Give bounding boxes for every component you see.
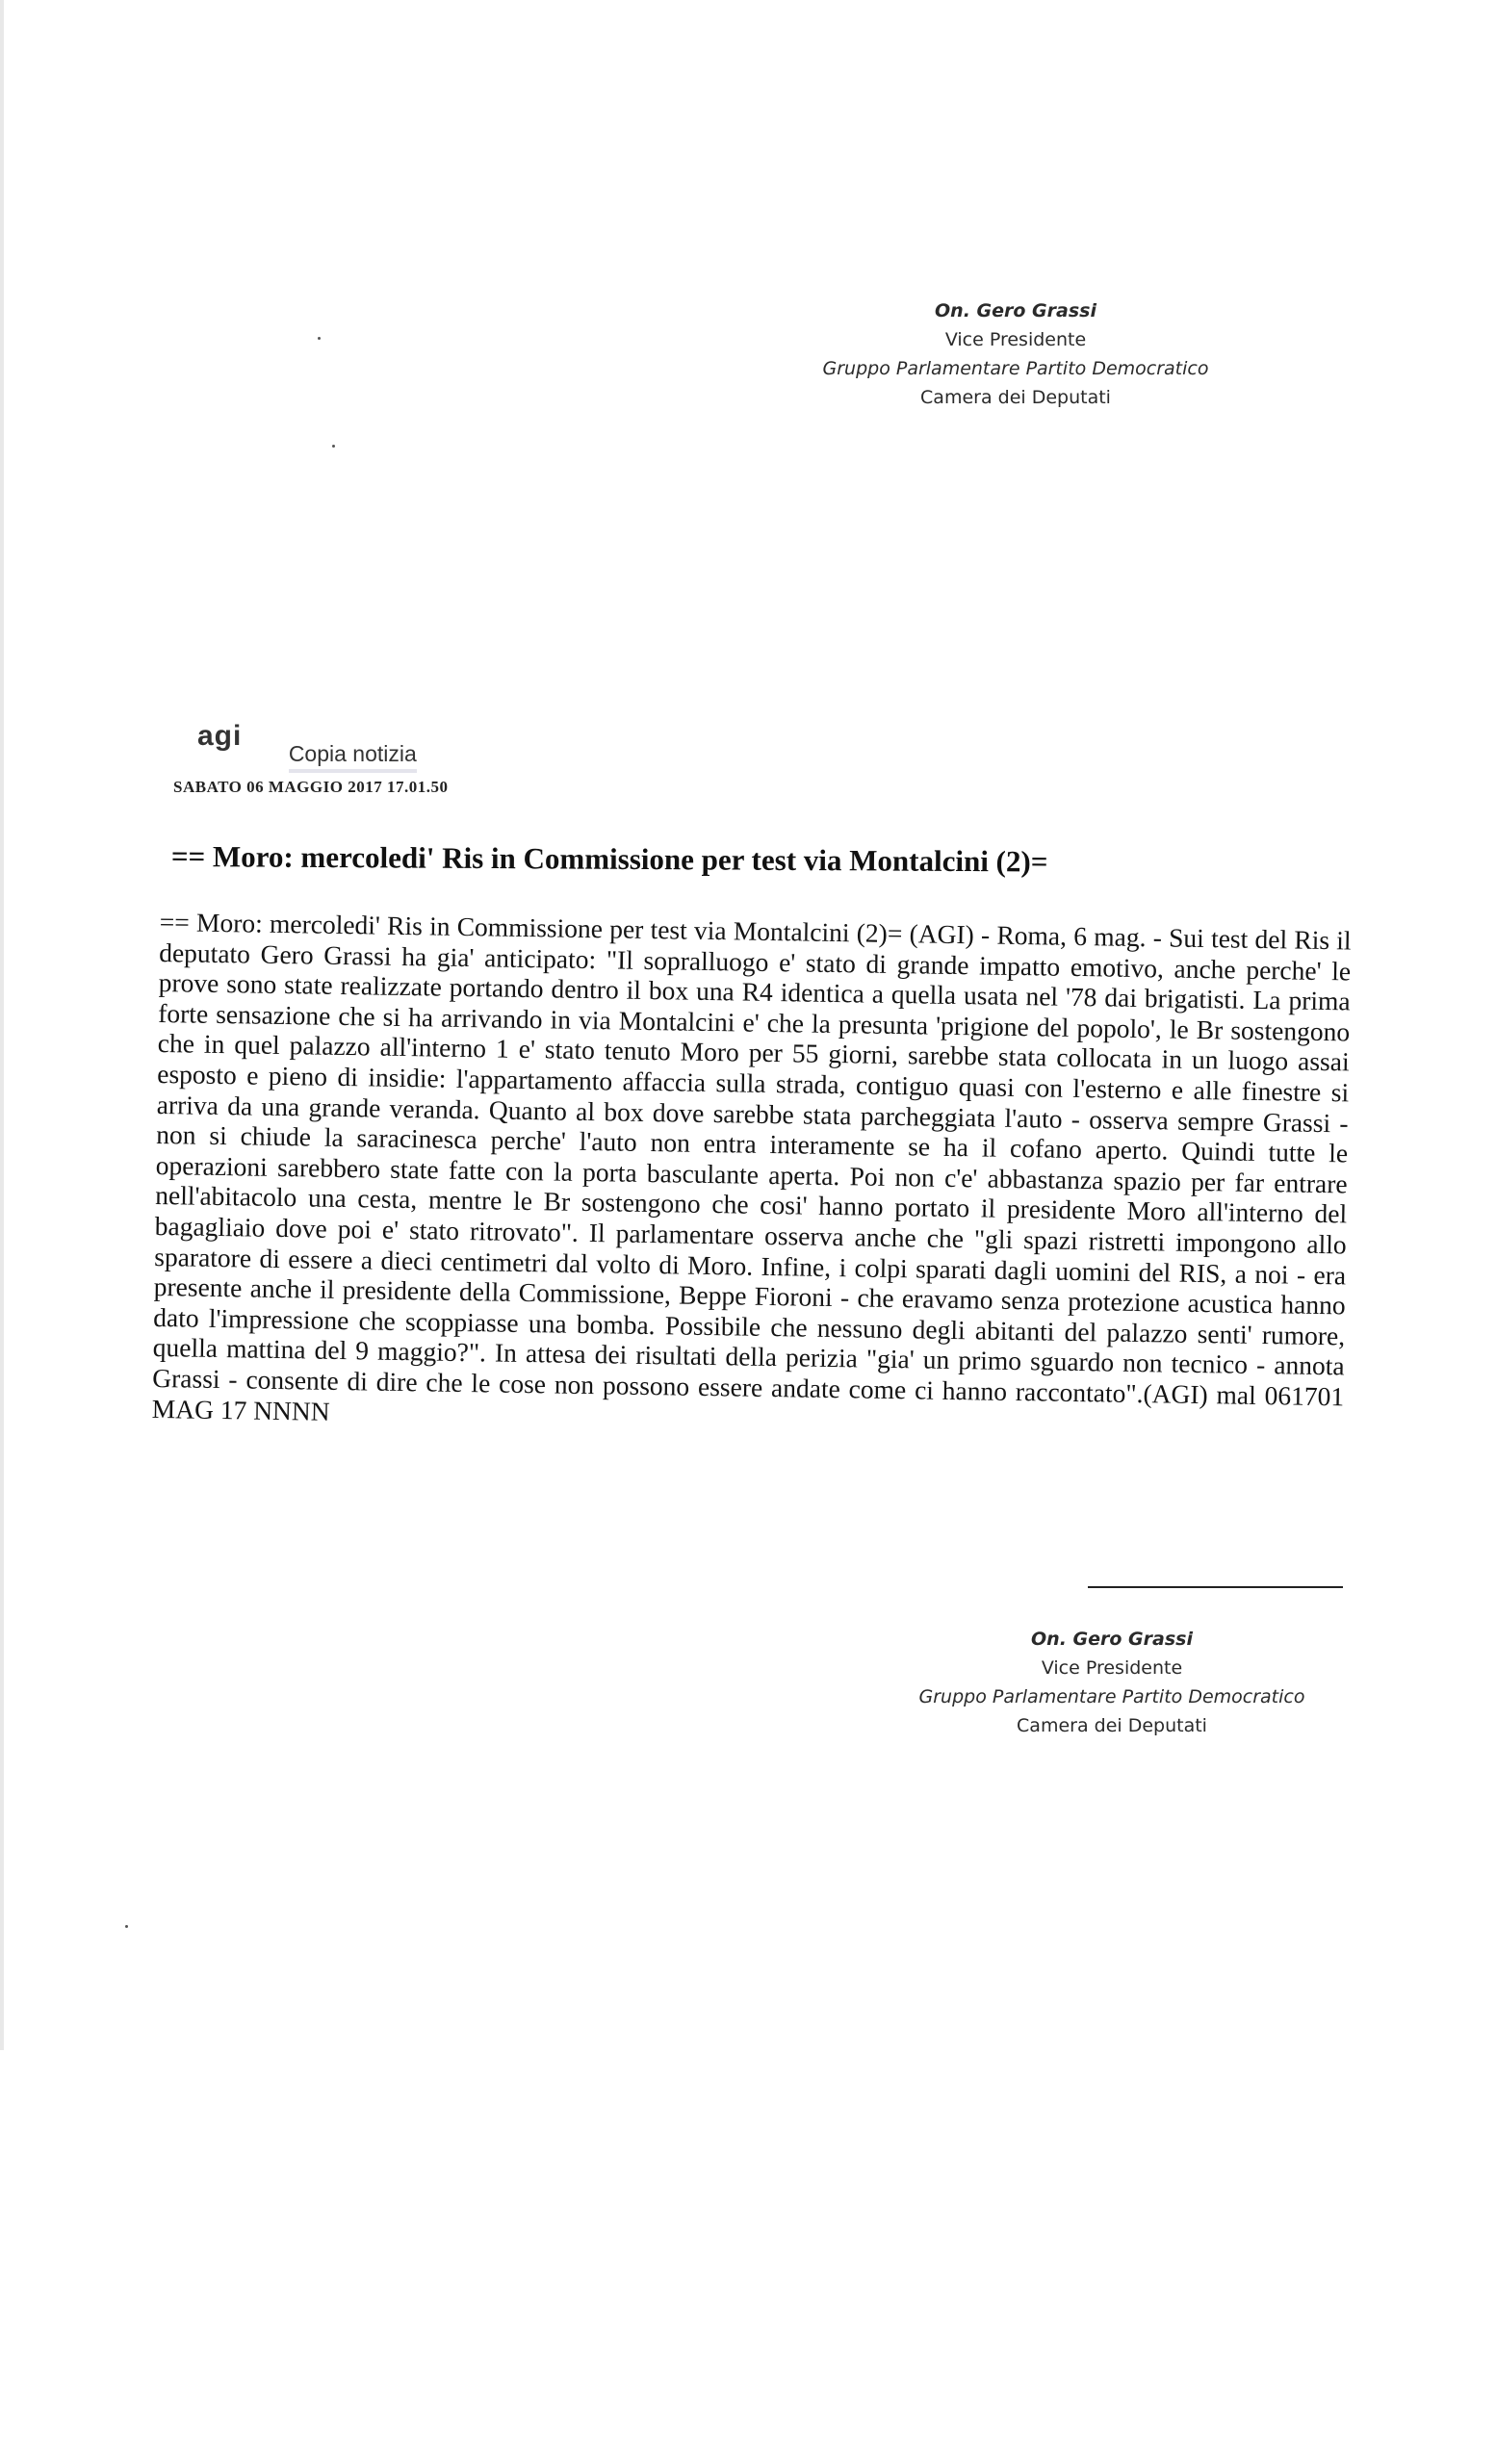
copy-label: Copia notizia (289, 741, 417, 773)
scan-speck (125, 1925, 128, 1928)
deputy-stamp-bottom (886, 1625, 1338, 1740)
agi-header (197, 720, 417, 773)
article-body: == Moro: mercoledi' Ris in Commissione per test via Montalcini (2)= (AGI) - Roma, 6 mag. - Sui test del Ris il deputato Gero Grassi ha gia' anticipato: "Il sopralluogo e' stato di grande impatto emotivo, anche perche' le prove sono state realizzate portando dentro il box una R4 identica a quella usata nel '78 dai brigatisti. La prima forte sensazione che si ha arrivando in via Montalcini e' che la presunta 'prigione del popolo', le Br sostengono che in quel palazzo all'interno 1 e' stato tenuto Moro per 55 giorni, sarebbe stata collocata in un luogo assai esposto e pieno di insidie: l'appartamento affaccia sulla strada, contiguo quasi con l'esterno e alle finestre si arriva da una grande veranda. Quanto al box dove sarebbe stata parcheggiata l'auto - osserva sempre Grassi - non si chiude la saracinesca perche' l'auto non entra interamente se ha il cofano aperto. Quindi tutte le operazioni sarebbero state fatte con la porta basculante aperta. Poi non c'e' abbastanza spazio per far entrare nell'abitacolo una cesta, mentre le Br sostengono che cosi' hanno portato il presidente Moro all'interno del bagagliaio dove poi e' stato ritrovato". Il parlamentare osserva anche che "gli spazi ristretti impongono allo sparatore di essere a dieci centimetri dal volto di Moro. Infine, i colpi sparati dagli uomini del RIS, a noi - era presente anche il presidente della Commissione, Beppe Fioroni - che eravamo senza protezione acustica hanno dato l'impressione che scoppiasse una bomba. Possibile che nessuno degli abitanti del palazzo senti' rumore, quella mattina del 9 maggio?". In attesa dei risultati della perizia "gia' un primo sguardo non tecnico - annota Grassi - consente di dire che le cose non possono essere andate come ci hanno raccontato".(AGI) mal 061701 MAG 17 NNNN (151, 907, 1352, 1426)
stamp-name: On. Gero Grassi (935, 300, 1096, 321)
deputy-stamp-top (789, 296, 1242, 412)
article-headline: == Moro: mercoledi' Ris in Commissione per test via Montalcini (2)= (170, 839, 1048, 879)
dateline: SABATO 06 MAGGIO 2017 17.01.50 (173, 778, 449, 796)
scan-speck (318, 337, 321, 340)
stamp-house: Camera dei Deputati (920, 387, 1111, 408)
stamp-role: Vice Presidente (944, 329, 1087, 350)
scan-speck (332, 445, 335, 448)
stamp-role: Vice Presidente (1041, 1657, 1183, 1679)
scan-edge (0, 0, 4, 2050)
stamp-name: On. Gero Grassi (1031, 1629, 1193, 1650)
blank-margin (0, 2050, 1496, 2464)
agi-logo: agi (197, 720, 243, 752)
stamp-group: Gruppo Parlamentare Partito Democratico (918, 1686, 1305, 1707)
signature-line (1088, 1586, 1343, 1588)
stamp-group: Gruppo Parlamentare Partito Democratico (822, 358, 1209, 379)
stamp-house: Camera dei Deputati (1017, 1715, 1207, 1736)
